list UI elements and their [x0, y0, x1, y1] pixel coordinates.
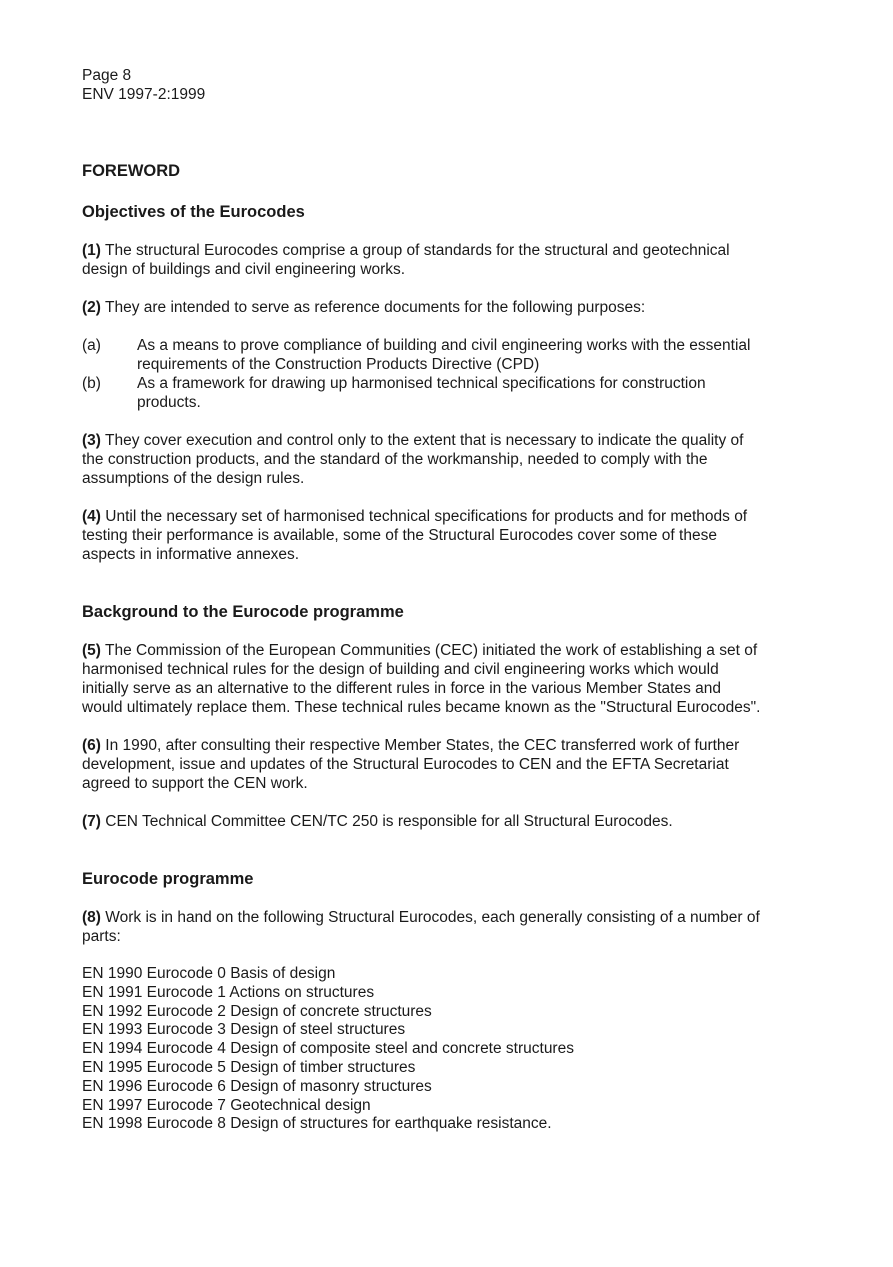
paragraph-4-number: (4): [82, 508, 101, 525]
paragraph-7-text: CEN Technical Committee CEN/TC 250 is responsible for all Structural Eurocodes.: [100, 813, 673, 830]
list-item-marker: (a): [82, 337, 101, 354]
paragraph-7-number: (7): [82, 813, 101, 830]
paragraph-2-text: They are intended to serve as reference documents for the following purposes:: [100, 299, 646, 316]
paragraph-2-number: (2): [82, 299, 101, 316]
paragraph-4: [82, 507, 762, 564]
page-header: [82, 66, 762, 104]
background-heading: Background to the Eurocode programme: [82, 603, 404, 621]
eurocode-item: EN 1993 Eurocode 3 Design of steel structures: [82, 1021, 406, 1039]
paragraph-3-number: (3): [82, 432, 101, 449]
eurocode-item: EN 1996 Eurocode 6 Design of masonry structures: [82, 1077, 432, 1095]
paragraph-3: [82, 431, 762, 488]
paragraph-6-number: (6): [82, 737, 101, 754]
paragraph-6: [82, 736, 762, 793]
list-item-text: As a means to prove compliance of building and civil engineering works with the essential requirements of the Construction Products Directive (CPD): [137, 337, 751, 373]
paragraph-7: [82, 812, 762, 831]
foreword-title: FOREWORD: [82, 162, 181, 180]
paragraph-5: [82, 641, 762, 717]
paragraph-3-text: They cover execution and control only to the extent that is necessary to indicate the quality of the construction products, and the standard of the workmanship, needed to comply with the assumptions of the design rules.: [82, 432, 744, 487]
paragraph-1: [82, 241, 762, 279]
purposes-list: [82, 336, 762, 412]
list-item: [82, 336, 762, 374]
objectives-heading: Objectives of the Eurocodes: [82, 203, 305, 221]
eurocode-item: EN 1994 Eurocode 4 Design of composite steel and concrete structures: [82, 1040, 574, 1058]
eurocode-item: EN 1991 Eurocode 1 Actions on structures: [82, 983, 375, 1001]
eurocode-item: EN 1990 Eurocode 0 Basis of design: [82, 965, 336, 982]
list-item-marker: (b): [82, 375, 101, 392]
eurocode-item: EN 1995 Eurocode 5 Design of timber structures: [82, 1058, 416, 1076]
paragraph-1-number: (1): [82, 242, 101, 259]
paragraph-8-text: Work is in hand on the following Structural Eurocodes, each generally consisting of a number of parts:: [82, 909, 760, 945]
list-item: [82, 374, 762, 412]
standard-id: ENV 1997-2:1999: [82, 86, 206, 103]
paragraph-8-number: (8): [82, 909, 101, 926]
paragraph-5-number: (5): [82, 642, 101, 659]
paragraph-6-text: In 1990, after consulting their respective Member States, the CEC transferred work of further development, issue and updates of the Structural Eurocodes to CEN and the EFTA Secretariat agreed to support the CEN work.: [82, 737, 740, 792]
paragraph-4-text: Until the necessary set of harmonised technical specifications for products and for methods of testing their performance is available, some of the Structural Eurocodes cover some of these aspects in informative annexes.: [82, 508, 748, 563]
paragraph-8: [82, 908, 762, 946]
eurocode-item: EN 1998 Eurocode 8 Design of structures for earthquake resistance.: [82, 1115, 552, 1133]
paragraph-2: [82, 298, 762, 317]
document-page: [82, 66, 762, 1134]
page-number: Page 8: [82, 67, 132, 84]
eurocode-item: EN 1992 Eurocode 2 Design of concrete structures: [82, 1002, 432, 1020]
eurocode-list: [82, 965, 762, 1134]
paragraph-5-text: The Commission of the European Communities (CEC) initiated the work of establishing a set of harmonised technical rules for the design of building and civil engineering works which would initially serve as an alternative to the different rules in force in the various Member States and would ultimately replace them. These technical rules became known as the "Structural Eurocodes".: [82, 642, 761, 716]
eurocode-item: EN 1997 Eurocode 7 Geotechnical design: [82, 1096, 371, 1114]
list-item-text: As a framework for drawing up harmonised technical specifications for construction products.: [137, 375, 706, 411]
programme-heading: Eurocode programme: [82, 870, 254, 888]
paragraph-1-text: The structural Eurocodes comprise a group of standards for the structural and geotechnical design of buildings and civil engineering works.: [82, 242, 730, 278]
